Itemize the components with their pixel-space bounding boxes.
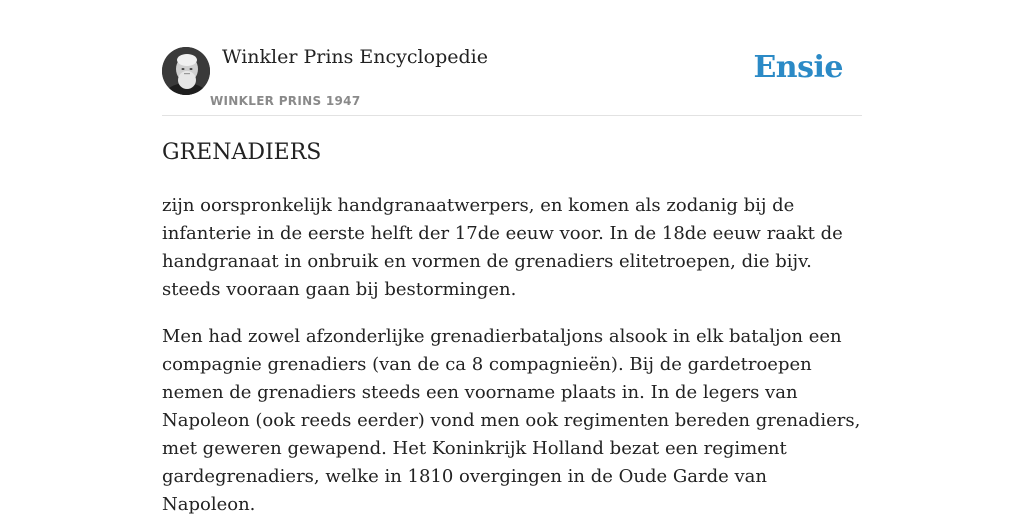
portrait-avatar-graphic [162, 47, 210, 95]
article-card [162, 0, 862, 515]
source-subtitle[interactable]: WINKLER PRINS 1947 [210, 94, 361, 108]
source-title[interactable]: Winkler Prins Encyclopedie [222, 46, 488, 68]
source-header [162, 0, 862, 116]
article-paragraph-2: Men had zowel afzonderlijke grenadierbataljons alsook in elk bataljon een compagnie grenadiers (van de ca 8 compagnieën). Bij de gardetroepen nemen de grenadiers steeds een voorname plaats in. In de legers van Napoleon (ook reeds eerder) vond men ook regimenten bereden grenadiers, met geweren gewapend. Het Koninkrijk Holland bezat een regiment gardegrenadiers, welke in 1810 overgingen in de Oude Garde van Napoleon. [162, 326, 861, 515]
portrait-avatar-icon[interactable] [162, 47, 210, 95]
brand-logo[interactable]: Ensie [753, 50, 843, 85]
article-paragraph-1: zijn oorspronkelijk handgranaatwerpers, en komen als zodanig bij de infanterie in de eerste helft der 17de eeuw voor. In de 18de eeuw raakt de handgranaat in onbruik en vormen de grenadiers elitetroepen, die bijv. steeds vooraan gaan bij bestormingen. [162, 195, 843, 300]
article-title: GRENADIERS [162, 140, 322, 165]
